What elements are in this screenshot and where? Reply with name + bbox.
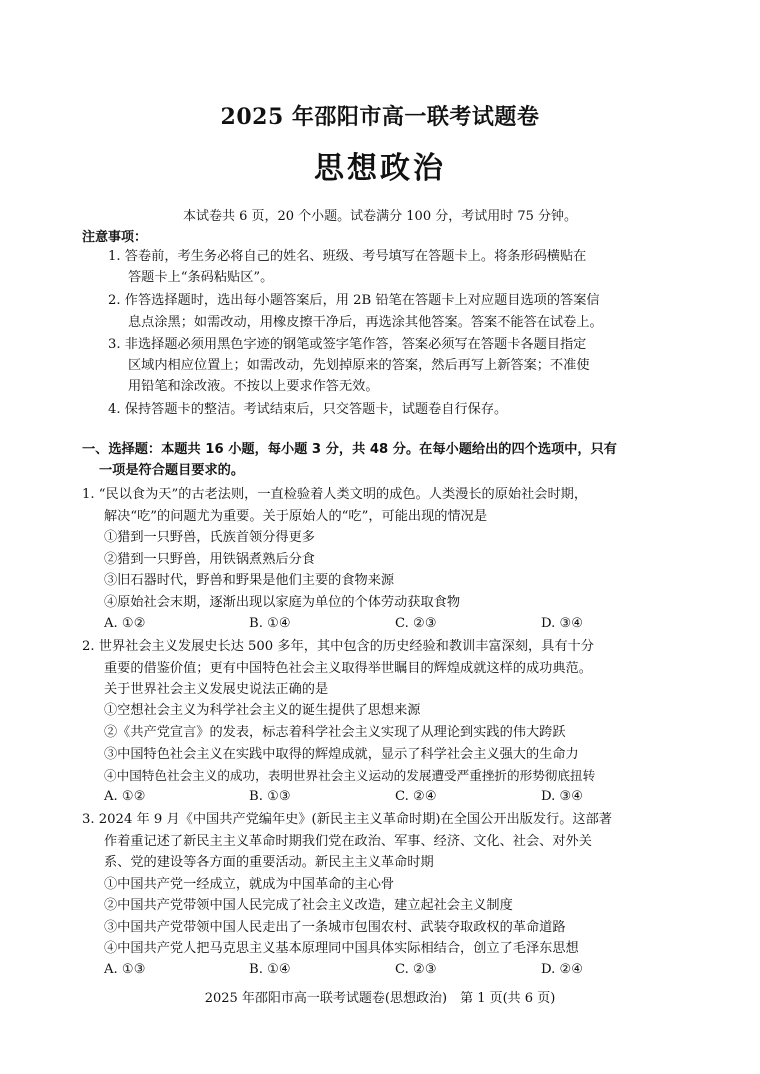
note-line: 答题卡上“条码粘贴区”。 bbox=[128, 270, 274, 285]
note-line: 3. 非选择题必须用黑色字迹的钢笔或签字笔作答，答案必须写在答题卡各题目指定 bbox=[108, 337, 587, 352]
option-d[interactable]: D. ③④ bbox=[541, 789, 584, 804]
question-2-item: ③中国特色社会主义在实践中取得的辉煌成就，显示了科学社会主义强大的生命力 bbox=[104, 747, 579, 762]
question-1-item: ③旧石器时代，野兽和野果是他们主要的食物来源 bbox=[104, 573, 395, 588]
note-line: 区域内相应位置上；如需改动，先划掉原来的答案，然后再写上新答案；不准使 bbox=[128, 358, 590, 373]
option-b[interactable]: B. ①④ bbox=[249, 616, 291, 631]
option-d[interactable]: D. ③④ bbox=[541, 616, 584, 631]
option-c[interactable]: C. ②③ bbox=[395, 616, 437, 631]
question-3-stem: 3. 2024 年 9 月《中国共产党编年史》(新民主主义革命时期)在全国公开出版发行。这部著 bbox=[82, 812, 612, 827]
note-line: 2. 作答选择题时，选出每小题答案后，用 2B 铅笔在答题卡上对应题目选项的答案信 bbox=[108, 293, 600, 308]
option-d[interactable]: D. ②④ bbox=[541, 962, 584, 977]
question-3-item: ③中国共产党带领中国人民走出了一条城市包围农村、武装夺取政权的革命道路 bbox=[104, 920, 566, 935]
question-2-stem: 关于世界社会主义发展史说法正确的是 bbox=[104, 682, 329, 697]
note-line: 4. 保持答题卡的整洁。考试结束后，只交答题卡，试题卷自行保存。 bbox=[108, 402, 508, 417]
option-c[interactable]: C. ②③ bbox=[395, 962, 437, 977]
note-line: 用铅笔和涂改液。不按以上要求作答无效。 bbox=[128, 379, 379, 394]
question-3-stem: 作着重记述了新民主主义革命时期我们党在政治、军事、经济、文化、社会、对外关 bbox=[104, 834, 592, 849]
section-heading-cont: 一项是符合题目要求的。 bbox=[99, 463, 245, 478]
option-c[interactable]: C. ②④ bbox=[395, 789, 437, 804]
question-2-stem: 2. 世界社会主义发展史长达 500 多年，其中包含的历史经验和教训丰富深刻，具有十分 bbox=[82, 639, 594, 654]
question-3-item: ①中国共产党一经成立，就成为中国革命的主心骨 bbox=[104, 877, 395, 892]
question-2-item: ④中国特色社会主义的成功，表明世界社会主义运动的发展遭受严重挫折的形势彻底扭转 bbox=[104, 768, 596, 783]
exam-intro: 本试卷共 6 页，20 个小题。试卷满分 100 分，考试用时 75 分钟。 bbox=[182, 209, 578, 224]
option-b[interactable]: B. ①④ bbox=[249, 962, 291, 977]
question-1-item: ①猎到一只野兽，氏族首领分得更多 bbox=[104, 530, 315, 545]
notes-heading: 注意事项： bbox=[82, 230, 148, 245]
page-footer: 2025 年邵阳市高一联考试题卷(思想政治) 第 1 页(共 6 页) bbox=[204, 991, 556, 1006]
question-3-item: ②中国共产党带领中国人民完成了社会主义改造，建立起社会主义制度 bbox=[104, 898, 513, 913]
question-1-stem: 1. “民以食为天”的古老法则，一直检验着人类文明的成色。人类漫长的原始社会时期， bbox=[82, 487, 588, 502]
question-1-item: ④原始社会末期，逐渐出现以家庭为单位的个体劳动获取食物 bbox=[104, 595, 461, 610]
question-2-item: ②《共产党宣言》的发表，标志着科学社会主义实现了从理论到实践的伟大跨跃 bbox=[104, 725, 566, 740]
section-heading: 一、选择题：本题共 16 小题，每小题 3 分，共 48 分。在每小题给出的四个选项中，只有 bbox=[82, 442, 617, 457]
question-2-stem: 重要的借鉴价值；更有中国特色社会主义取得举世瞩目的辉煌成就这样的成功典范。 bbox=[104, 661, 592, 676]
subject-title: 思想政治 bbox=[314, 151, 446, 186]
note-line: 息点涂黑；如需改动，用橡皮擦干净后，再选涂其他答案。答案不能答在试卷上。 bbox=[128, 315, 603, 330]
option-a[interactable]: A. ①② bbox=[104, 616, 146, 631]
option-b[interactable]: B. ①③ bbox=[249, 789, 291, 804]
note-line: 1. 答卷前，考生务必将自己的姓名、班级、考号填写在答题卡上。将条形码横贴在 bbox=[108, 249, 587, 264]
exam-title: 2025 年邵阳市高一联考试题卷 bbox=[220, 104, 540, 130]
option-a[interactable]: A. ①② bbox=[104, 789, 146, 804]
question-2-item: ①空想社会主义为科学社会主义的诞生提供了思想来源 bbox=[104, 703, 421, 718]
question-3-item: ④中国共产党人把马克思主义基本原理同中国具体实际相结合，创立了毛泽东思想 bbox=[104, 941, 579, 956]
question-1-item: ②猎到一只野兽，用铁锅煮熟后分食 bbox=[104, 552, 315, 567]
question-3-stem: 系、党的建设等各方面的重要活动。新民主主义革命时期 bbox=[104, 855, 434, 870]
option-a[interactable]: A. ①③ bbox=[104, 962, 146, 977]
question-1-stem: 解决“吃”的问题尤为重要。关于原始人的“吃”，可能出现的情况是 bbox=[104, 509, 488, 524]
